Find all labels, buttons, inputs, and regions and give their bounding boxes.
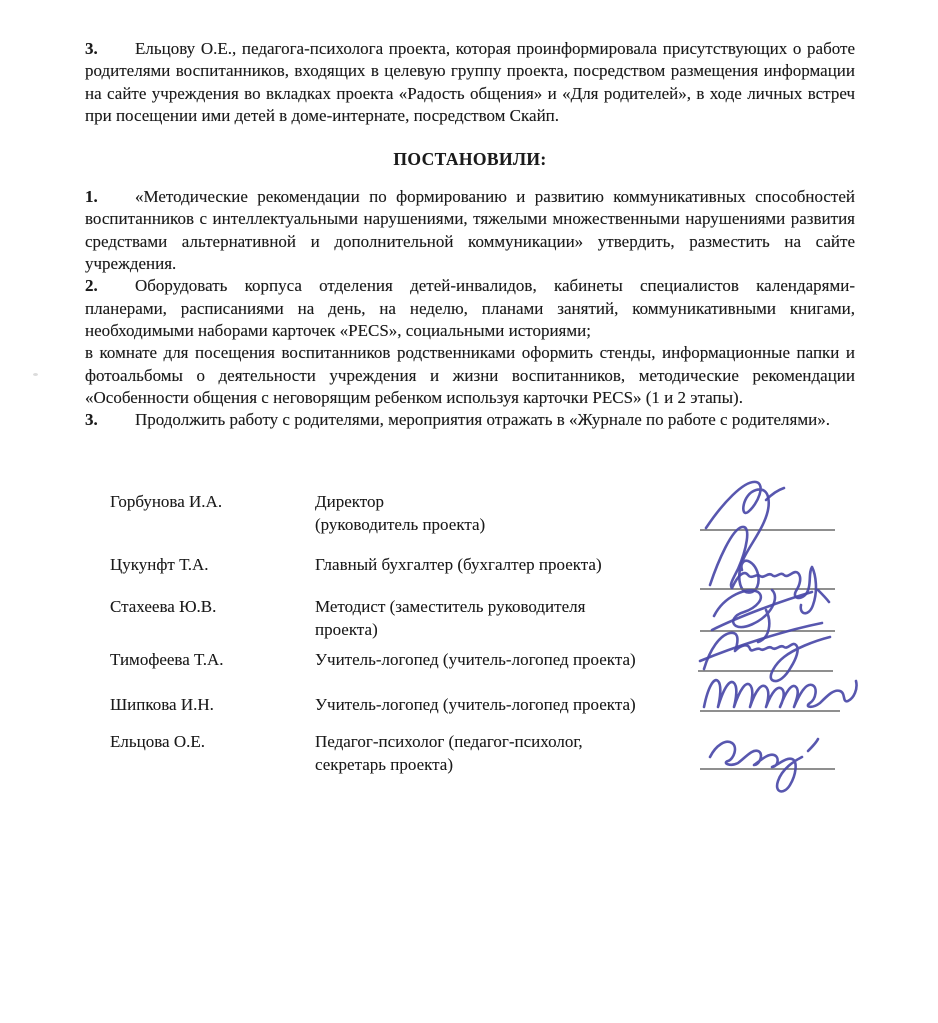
- signatory-name: Шипкова И.Н.: [110, 695, 214, 715]
- signatory-title-line: Педагог-психолог (педагог-психолог,: [315, 732, 583, 752]
- signatory-name: Стахеева Ю.В.: [110, 597, 217, 617]
- signatory-title-line: Главный бухгалтер (бухгалтер проекта): [315, 555, 602, 575]
- signatory-title: [315, 596, 705, 641]
- paragraph-number: 3.: [85, 410, 98, 430]
- paragraph-text: Оборудовать корпуса отделения детей-инвалидов, кабинеты специалистов календарями-планерами, расписаниями на день, на неделю, планами занятий, коммуникативными книгами, необходимыми наборами карточек «PECS», социальными историями;: [85, 276, 855, 340]
- paragraph-text: Ельцову О.Е., педагога-психолога проекта, которая проинформировала присутствующих о работе родителями воспитанников, входящих в целевую группу проекта, посредством размещения информации на сайте учреждения во вкладках проекта «Радость общения» и «Для родителей», в ходе личных встреч при посещении ими детей в доме-интернате, посредством Скайп.: [85, 39, 855, 125]
- section-heading-resolved: ПОСТАНОВИЛИ:: [393, 149, 547, 170]
- paragraph-resolution-2: [85, 275, 855, 342]
- signatory-title-line: проекта): [315, 619, 378, 639]
- signature-eltsova-ink: [700, 709, 860, 799]
- paragraph-resolution-1: [85, 186, 855, 275]
- signatory-name: Горбунова И.А.: [110, 492, 223, 512]
- signatory-title: [315, 731, 705, 776]
- document-body: [85, 38, 855, 821]
- paragraph-resolution-3: [85, 409, 855, 431]
- signatory-title: [315, 649, 705, 671]
- paragraph-text: «Методические рекомендации по формированию и развитию коммуникативных способностей воспитанников с интеллектуальными нарушениями, тяжелыми множественными нарушениями развития средствами альтернативной и дополнительной коммуникации» утвердить, разместить на сайте учреждения.: [85, 187, 855, 274]
- scan-speck: [33, 373, 38, 376]
- signatory-title: [315, 491, 705, 536]
- signatory-name: Цукунфт Т.А.: [110, 555, 209, 575]
- signatory-title-line: Учитель-логопед (учитель-логопед проекта): [315, 650, 636, 670]
- paragraph-resolution-2-continuation: в комнате для посещения воспитанников родственниками оформить стенды, информационные папки и фотоальбомы о деятельности учреждения и жизни воспитанников, методические рекомендации «Особенности общения с неговорящим ребенком используя карточки PECS» (1 и 2 этапы).: [85, 343, 855, 407]
- signatory-name: Ельцова О.Е.: [110, 732, 205, 752]
- signatory-name: Тимофеева Т.А.: [110, 650, 224, 670]
- signatory-title: [315, 694, 705, 716]
- signatory-title-line: Методист (заместитель руководителя: [315, 597, 586, 617]
- signatory-title-line: (руководитель проекта): [315, 514, 486, 534]
- paragraph-number: 1.: [85, 187, 98, 207]
- signatory-title-line: секретарь проекта): [315, 754, 454, 774]
- paragraph-number: 3.: [85, 39, 98, 58]
- signature-section: [85, 491, 855, 821]
- signatory-title: [315, 554, 705, 576]
- signatory-title-line: Учитель-логопед (учитель-логопед проекта): [315, 695, 636, 715]
- paragraph-number: 2.: [85, 276, 98, 296]
- paragraph-text: Продолжить работу с родителями, мероприятия отражать в «Журнале по работе с родителями».: [135, 410, 830, 430]
- paragraph-informed-item-3: [85, 38, 855, 127]
- signatory-title-line: Директор: [315, 492, 384, 512]
